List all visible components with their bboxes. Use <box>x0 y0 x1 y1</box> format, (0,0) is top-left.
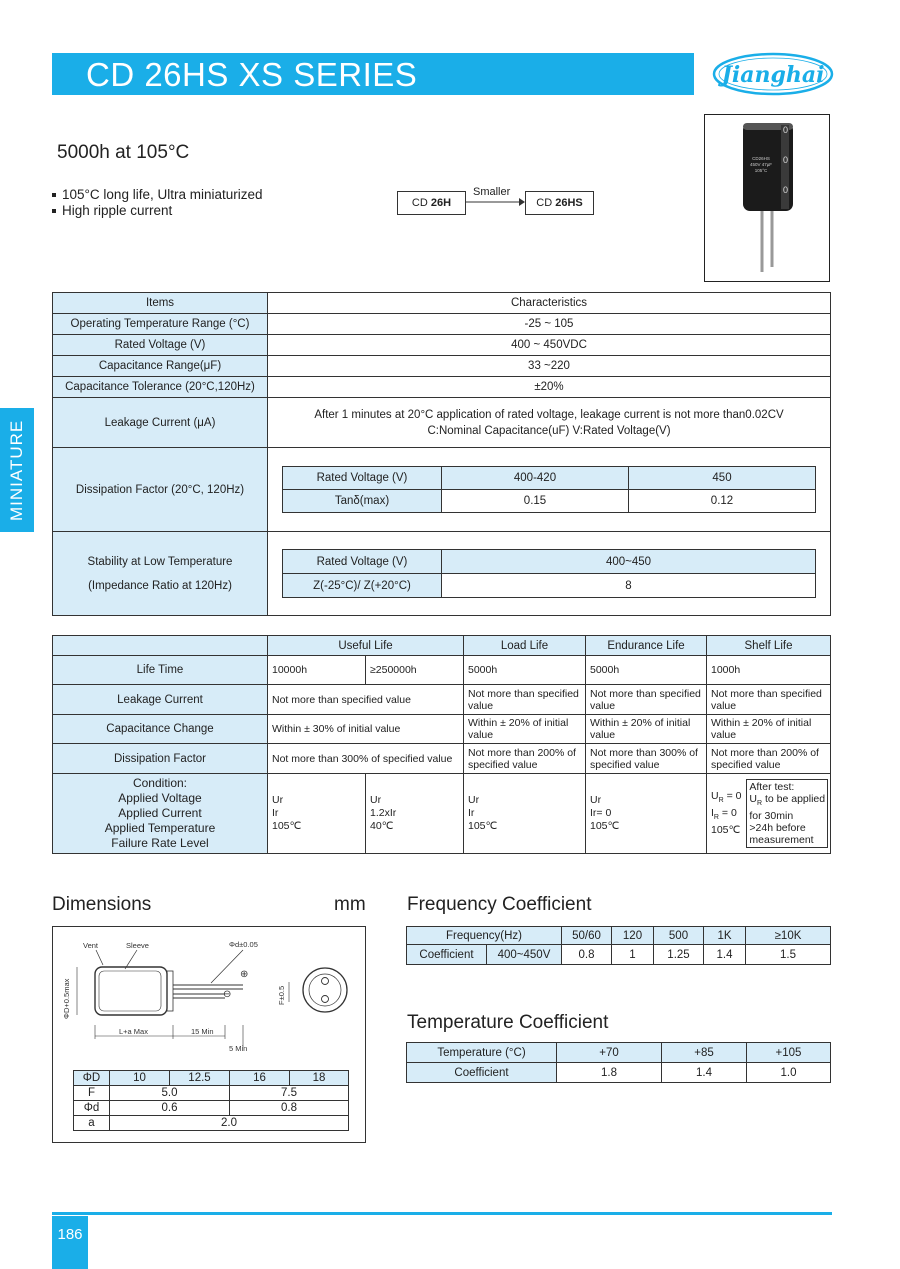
spec-head-items: Items <box>53 293 268 314</box>
svg-text:105°C: 105°C <box>754 168 768 173</box>
series-from-box: CD 26H <box>397 191 466 215</box>
logo-text: Jianghai <box>721 62 825 88</box>
jianghai-logo <box>712 52 834 96</box>
spec-table <box>52 292 831 616</box>
svg-text:F±0.5: F±0.5 <box>277 985 286 1005</box>
spec-head-characteristics: Characteristics <box>268 293 831 314</box>
frequency-table: Frequency(Hz) 50/60 120 500 1K ≥10K Coefficient 400~450V 0.8 1 1.25 1.4 1.5 <box>406 926 831 965</box>
svg-text:5 Min: 5 Min <box>229 1044 248 1053</box>
spec-value: ±20% <box>268 377 831 398</box>
svg-text:CD26HS: CD26HS <box>752 156 770 161</box>
df-item: Dissipation Factor (20°C, 120Hz) <box>53 448 268 532</box>
df-subtable: Rated Voltage (V) 400-420 450 Tanδ(max) 0.15 0.12 <box>282 466 816 513</box>
page-number: 186 <box>57 1226 83 1243</box>
svg-text:15 Min: 15 Min <box>191 1027 214 1036</box>
side-tab-label: MINIATURE <box>7 419 26 521</box>
dimensions-table: ΦD 10 12.5 16 18 F 5.0 7.5 Φd 0.6 0.8 a 2.0 <box>73 1070 349 1131</box>
spec-item: Rated Voltage (V) <box>53 335 268 356</box>
spec-item: Capacitance Tolerance (20°C,120Hz) <box>53 377 268 398</box>
svg-text:0: 0 <box>783 185 789 195</box>
stability-item: Stability at Low Temperature (Impedance Ratio at 120Hz) <box>53 532 268 616</box>
feature-list <box>52 187 263 219</box>
spec-item: Capacitance Range(μF) <box>53 356 268 377</box>
spec-item: Operating Temperature Range (°C) <box>53 314 268 335</box>
spec-value: -25 ~ 105 <box>268 314 831 335</box>
series-to-box: CD 26HS <box>525 191 594 215</box>
svg-text:ΦD+0.5max: ΦD+0.5max <box>62 978 71 1019</box>
stability-subtable: Rated Voltage (V) 400~450 Z(-25°C)/ Z(+20°C) 8 <box>282 549 816 598</box>
svg-text:Sleeve: Sleeve <box>126 941 149 950</box>
dimensions-unit: mm <box>334 894 366 915</box>
svg-text:Φd±0.05: Φd±0.05 <box>229 940 258 949</box>
svg-text:0: 0 <box>783 125 789 135</box>
feature-item: High ripple current <box>52 203 263 219</box>
dimensions-title: Dimensions <box>52 894 152 915</box>
dimensions-box <box>52 926 366 1143</box>
capacitor-drawing <box>53 927 365 1067</box>
svg-text:Vent: Vent <box>83 941 99 950</box>
arrow-label: Smaller <box>473 186 511 198</box>
product-photo <box>704 114 830 282</box>
leakage-item: Leakage Current (μA) <box>53 398 268 448</box>
svg-text:450V 47µF: 450V 47µF <box>749 162 773 167</box>
page-title: CD 26HS XS SERIES <box>86 56 418 93</box>
leakage-value: After 1 minutes at 20°C application of rated voltage, leakage current is not more than0.02CV C:Nominal Capacitance(uF) V:Rated Voltage(V) <box>268 398 831 448</box>
frequency-title: Frequency Coefficient <box>407 894 592 915</box>
spec-value: 33 ~220 <box>268 356 831 377</box>
feature-item: 105°C long life, Ultra miniaturized <box>52 187 263 203</box>
arrow-right-icon <box>465 196 525 208</box>
spec-value: 400 ~ 450VDC <box>268 335 831 356</box>
svg-text:⊕: ⊕ <box>240 969 249 980</box>
temperature-table: Temperature (°C) +70 +85 +105 Coefficient 1.8 1.4 1.0 <box>406 1042 831 1083</box>
life-table: Useful Life Load Life Endurance Life Shelf Life Life Time 10000h ≥250000h 5000h 5000h 1000h Leakage Current Not more than specified value Not more than specified value Not more than specified value Not more than specified value Capacitance Change Within ± 30% of initial value Within ± 20% of initial value Within ± 20% of initial value Within ± 20% of initial value Dissipation Factor Not more than 300% of specified value Not more than 200% of specified value Not more than 300% of specified value Not more than 200% of specified value Condition: Applied Voltage Applied Current Applied Temperature Failure Rate Level Ur Ir 105℃ Ur 1.2xIr 40℃ Ur Ir 105℃ Ur Ir= 0 105℃ $U_R = 0$ $I_R = 0$ 105℃ After test: $U_R$ to be applied for 30min >24h before measurement <box>52 635 831 854</box>
svg-text:0: 0 <box>783 155 789 165</box>
series-subtitle: 5000h at 105°C <box>57 142 190 163</box>
temperature-title: Temperature Coefficient <box>407 1012 609 1033</box>
svg-text:L+a Max: L+a Max <box>119 1027 148 1036</box>
svg-text:⊖: ⊖ <box>223 989 232 1000</box>
footer-line <box>52 1212 832 1215</box>
